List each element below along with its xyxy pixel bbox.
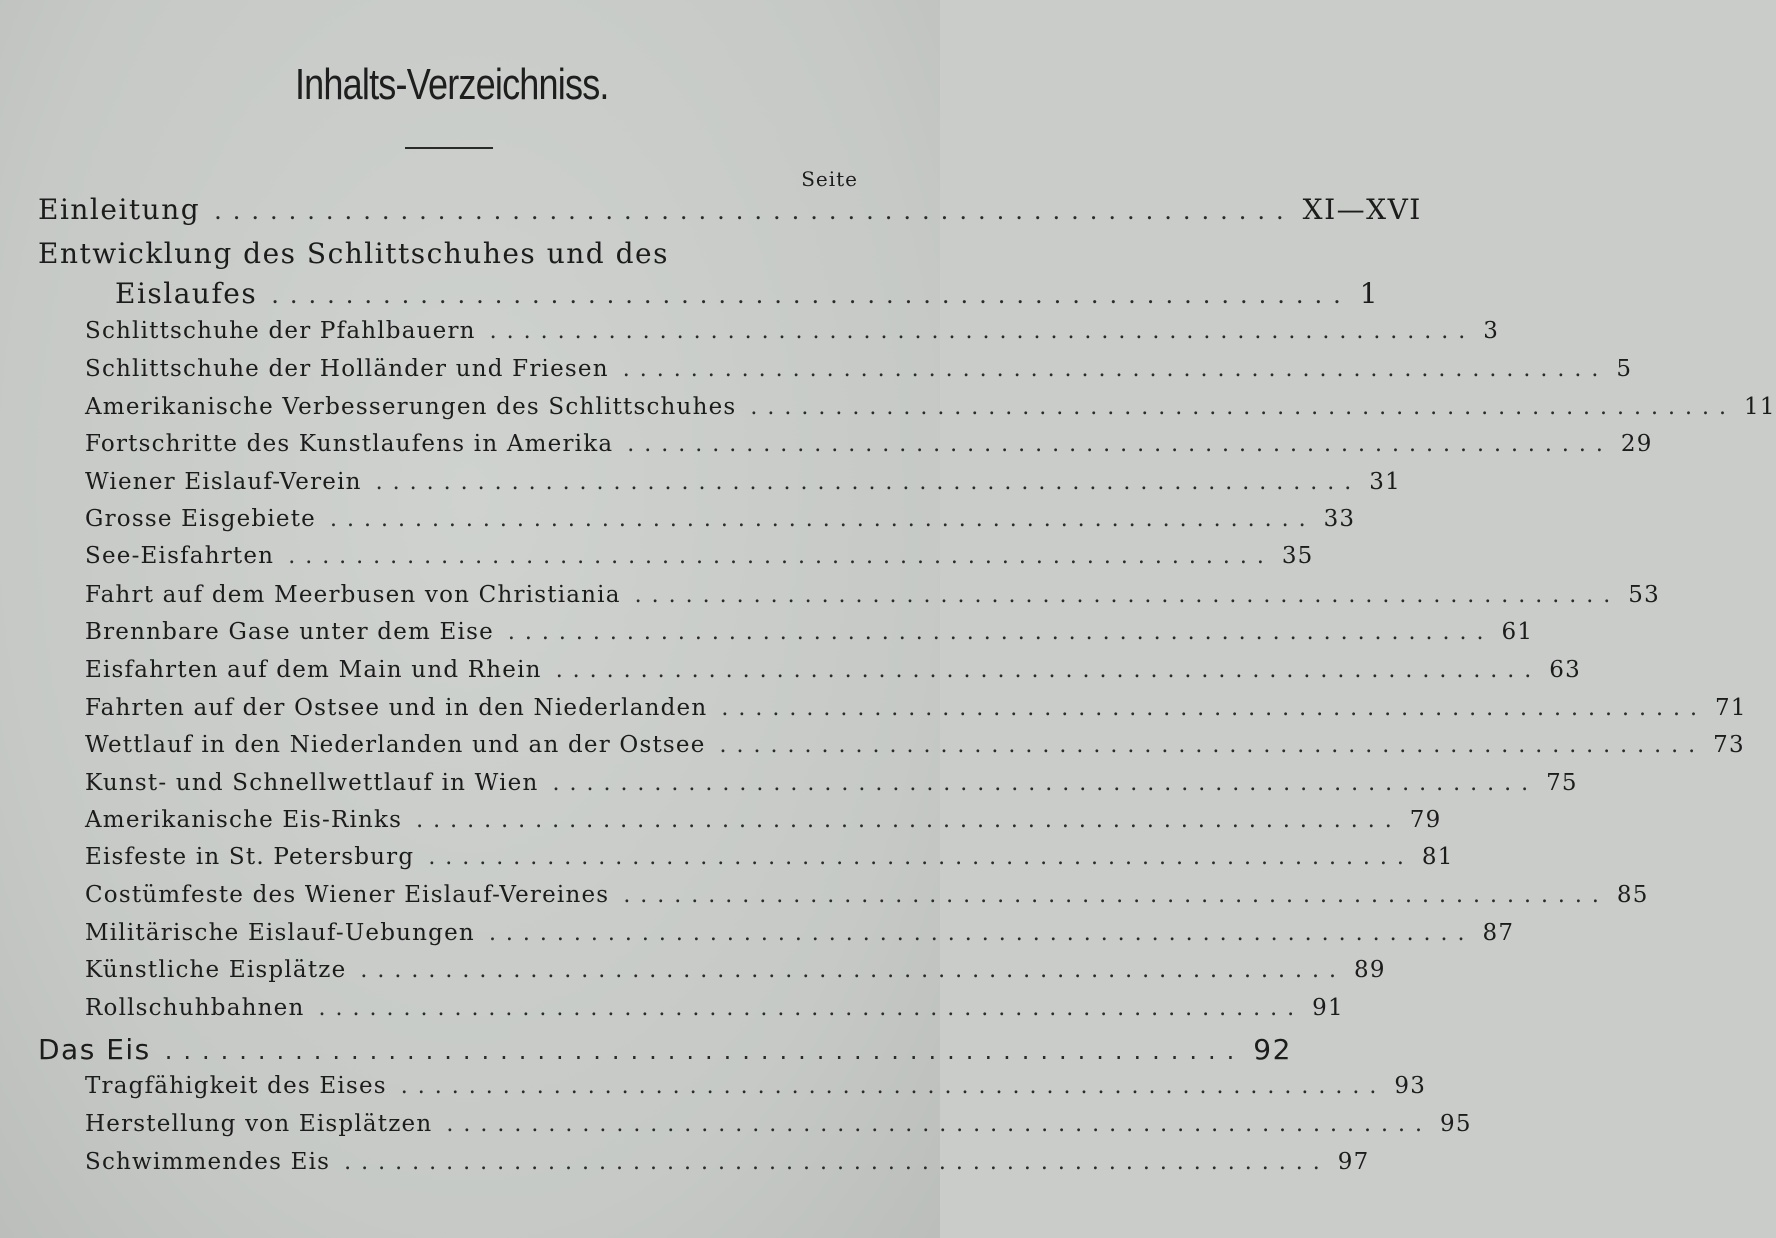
toc-page: 35 (1281, 543, 1314, 569)
toc-page: 92 (1253, 1033, 1292, 1066)
toc-page: 95 (1440, 1111, 1472, 1137)
leader-dots: .......................................................... (318, 996, 1305, 1021)
toc-entry (85, 957, 1386, 983)
leader-dots: .......................................................... (622, 357, 1609, 382)
toc-page: 81 (1421, 844, 1454, 870)
toc-entry (85, 995, 1344, 1021)
toc-entry (85, 732, 1745, 758)
toc-entry (85, 582, 1660, 608)
toc-label: Costümfeste des Wiener Eislauf-Vereines (85, 882, 610, 908)
toc-label: Schlittschuhe der Pfahlbauern (85, 318, 476, 344)
toc-entry (85, 619, 1534, 645)
toc-page: 61 (1501, 619, 1534, 645)
toc-entry (85, 1073, 1427, 1099)
toc-label: Amerikanische Eis-Rinks (85, 807, 403, 833)
leader-dots: .......................................................... (375, 470, 1362, 495)
leader-dots: .......................................................... (623, 883, 1609, 908)
toc-label: Eisfeste in St. Petersburg (85, 844, 415, 870)
leader-dots: .......................................................... (634, 583, 1621, 608)
toc-entry (85, 844, 1454, 870)
leader-dots: .......................................................... (344, 1150, 1330, 1175)
toc-entry (85, 1111, 1472, 1137)
toc-label: Fortschritte des Kunstlaufens in Amerika (85, 431, 614, 457)
toc-label: Eisfahrten auf dem Main und Rhein (85, 657, 542, 683)
leader-dots: .......................................................... (719, 733, 1706, 758)
toc-label: Fahrten auf der Ostsee und in den Niederlanden (85, 695, 708, 721)
toc-page: 11 (1744, 394, 1776, 420)
toc-entry (85, 543, 1314, 569)
leader-dots: .......................................................... (416, 808, 1402, 833)
toc-entry (85, 1149, 1370, 1175)
toc-page: 71 (1714, 695, 1747, 721)
leader-dots: .......................................................... (428, 845, 1414, 870)
toc-page: 63 (1549, 657, 1581, 683)
toc-label: Amerikanische Verbesserungen des Schlittschuhes (85, 394, 737, 420)
leader-dots: .......................................................... (627, 432, 1613, 457)
toc-page: 1 (1359, 277, 1380, 310)
toc-label: Das Eis (38, 1033, 151, 1066)
toc-page: 97 (1337, 1149, 1370, 1175)
leader-dots: .......................................................... (271, 281, 1352, 309)
leader-dots: .......................................................... (214, 197, 1295, 225)
toc-section-einleitung (38, 193, 1422, 226)
toc-entry (85, 356, 1633, 382)
toc-label: See-Eisfahrten (85, 543, 275, 569)
toc-page: 31 (1369, 469, 1401, 495)
toc-label: Tragfähigkeit des Eises (85, 1073, 387, 1099)
toc-page: 5 (1616, 356, 1633, 382)
toc-section-entwicklung-line1: Entwicklung des Schlittschuhes und des (38, 237, 669, 270)
toc-entry (85, 506, 1356, 532)
toc-entry (85, 657, 1581, 683)
page-title: Inhalts-Verzeichniss. (294, 60, 609, 109)
toc-label: Brennbare Gase unter dem Eise (85, 619, 494, 645)
toc-page: 3 (1483, 318, 1500, 344)
toc-label: Eislaufes (115, 277, 258, 310)
toc-label: Fahrt auf dem Meerbusen von Christiania (85, 582, 621, 608)
toc-entry (85, 695, 1747, 721)
toc-section-das-eis (38, 1033, 1292, 1066)
leader-dots: .......................................................... (164, 1037, 1246, 1065)
toc-entry (85, 431, 1653, 457)
toc-entry (85, 920, 1515, 946)
title-rule (405, 147, 493, 149)
leader-dots: .......................................................... (489, 319, 1476, 344)
toc-page: 79 (1409, 807, 1442, 833)
toc-page: 87 (1482, 920, 1515, 946)
toc-label: Einleitung (38, 193, 201, 226)
leader-dots: .......................................................... (488, 921, 1475, 946)
toc-page: 75 (1546, 770, 1578, 796)
toc-page: XI—XVI (1302, 193, 1422, 226)
toc-label: Schlittschuhe der Holländer und Friesen (85, 356, 609, 382)
toc-page: 85 (1616, 882, 1649, 908)
toc-label: Künstliche Eisplätze (85, 957, 347, 983)
leader-dots: .......................................................... (750, 395, 1736, 420)
toc-label: Rollschuhbahnen (85, 995, 305, 1021)
toc-page: 33 (1323, 506, 1356, 532)
toc-label: Wiener Eislauf-Verein (85, 469, 362, 495)
toc-page: 29 (1620, 431, 1653, 457)
page-column-header: Seite (801, 167, 858, 191)
leader-dots: .......................................................... (400, 1074, 1387, 1099)
toc-label: Kunst- und Schnellwettlauf in Wien (85, 770, 539, 796)
leader-dots: .......................................................... (288, 544, 1274, 569)
leader-dots: .......................................................... (329, 507, 1316, 532)
toc-label: Schwimmendes Eis (85, 1149, 331, 1175)
toc-section-entwicklung (115, 277, 1380, 310)
toc-page: 73 (1713, 732, 1745, 758)
toc-entry (85, 469, 1401, 495)
toc-page: 53 (1628, 582, 1660, 608)
toc-page: 93 (1394, 1073, 1427, 1099)
leader-dots: .......................................................... (446, 1112, 1432, 1137)
toc-label: Grosse Eisgebiete (85, 506, 316, 532)
toc-entry (85, 807, 1442, 833)
leader-dots: .......................................................... (360, 958, 1346, 983)
toc-label: Wettlauf in den Niederlanden und an der Ostsee (85, 732, 706, 758)
leader-dots: .......................................................... (555, 658, 1542, 683)
toc-label: Herstellung von Eisplätzen (85, 1111, 433, 1137)
toc-label: Militärische Eislauf-Uebungen (85, 920, 475, 946)
toc-page: 91 (1312, 995, 1344, 1021)
toc-page: 89 (1354, 957, 1386, 983)
toc-entry (85, 318, 1500, 344)
leader-dots: .......................................................... (507, 620, 1494, 645)
toc-entry (85, 770, 1578, 796)
leader-dots: .......................................................... (721, 696, 1707, 721)
toc-entry (85, 394, 1776, 420)
toc-entry (85, 882, 1649, 908)
leader-dots: .......................................................... (552, 771, 1539, 796)
